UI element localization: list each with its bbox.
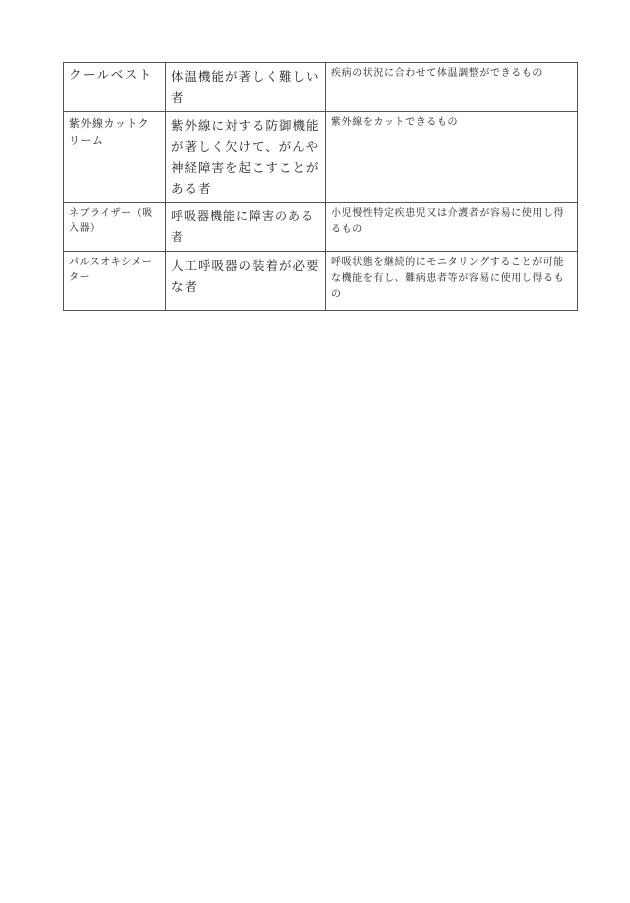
requirement-cell: 紫外線をカットできるもの <box>326 112 578 203</box>
target-cell: 呼吸器機能に障害のある者 <box>166 203 326 252</box>
target-cell: 紫外線に対する防御機能が著しく欠けて、がんや神経障害を起こすことがある者 <box>166 112 326 203</box>
table-row <box>64 63 578 112</box>
table-row <box>64 203 578 252</box>
requirement-cell: 疾病の状況に合わせて体温調整ができるもの <box>326 63 578 112</box>
table-row <box>64 112 578 203</box>
requirement-cell: 小児慢性特定疾患児又は介護者が容易に使用し得るもの <box>326 203 578 252</box>
item-name-cell: クールベスト <box>64 63 166 112</box>
item-name-cell: パルスオキシメーター <box>64 252 166 311</box>
target-cell: 体温機能が著しく難しい者 <box>166 63 326 112</box>
requirement-cell: 呼吸状態を継続的にモニタリングすることが可能な機能を有し、難病患者等が容易に使用し得るもの <box>326 252 578 311</box>
target-cell: 人工呼吸器の装着が必要な者 <box>166 252 326 311</box>
table-row <box>64 252 578 311</box>
item-name-cell: ネブライザー（吸入器） <box>64 203 166 252</box>
item-name-cell: 紫外線カットクリーム <box>64 112 166 203</box>
equipment-table <box>63 62 578 311</box>
